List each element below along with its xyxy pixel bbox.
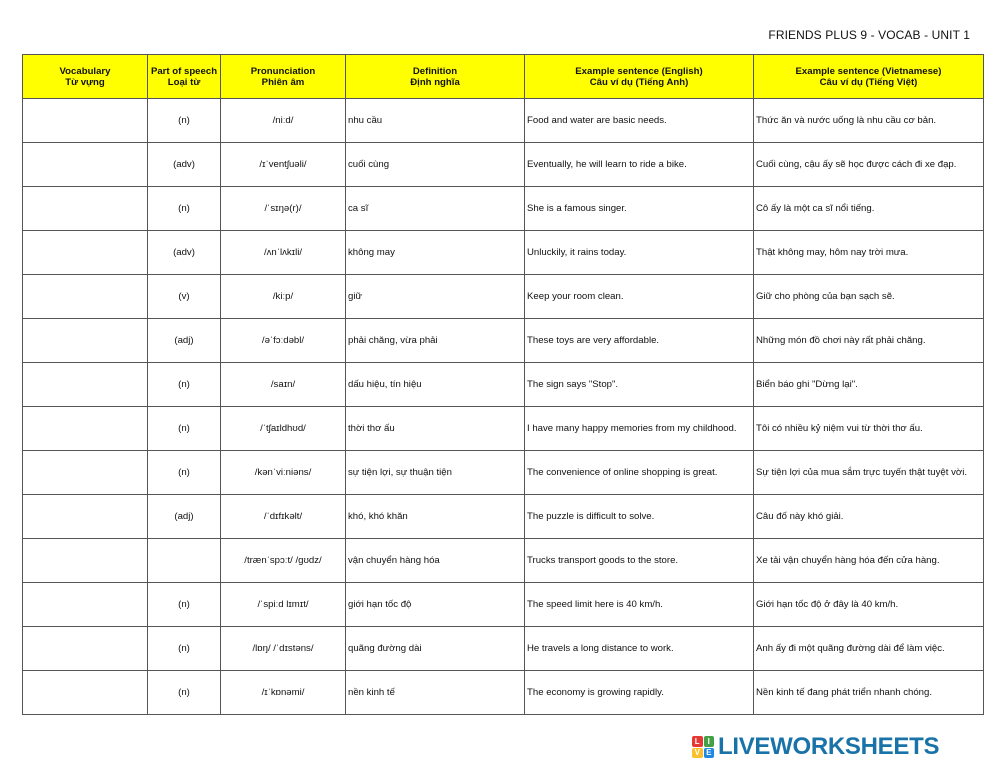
liveworksheets-mark-icon — [692, 736, 714, 758]
table-row — [23, 671, 984, 715]
table-row — [23, 495, 984, 539]
definition-cell: cuối cùng — [346, 143, 525, 187]
example-vietnamese-cell: Những món đồ chơi này rất phải chăng. — [754, 319, 984, 363]
part-of-speech-cell: (n) — [148, 187, 221, 231]
vocabulary-cell[interactable] — [23, 363, 148, 407]
pronunciation-cell: /ɪˈventʃuəli/ — [221, 143, 346, 187]
definition-cell: thời thơ ấu — [346, 407, 525, 451]
example-english-cell: Keep your room clean. — [525, 275, 754, 319]
logo-letter: E — [704, 748, 715, 759]
part-of-speech-cell: (adv) — [148, 231, 221, 275]
definition-cell: khó, khó khăn — [346, 495, 525, 539]
example-vietnamese-cell: Thật không may, hôm nay trời mưa. — [754, 231, 984, 275]
logo-letter: V — [692, 748, 703, 759]
vocab-table — [22, 54, 984, 715]
part-of-speech-cell: (adj) — [148, 319, 221, 363]
example-english-cell: The speed limit here is 40 km/h. — [525, 583, 754, 627]
vocabulary-cell[interactable] — [23, 187, 148, 231]
vocabulary-cell[interactable] — [23, 143, 148, 187]
vocabulary-cell[interactable] — [23, 319, 148, 363]
definition-cell: quãng đường dài — [346, 627, 525, 671]
brand-name: LIVEWORKSHEETS — [718, 733, 940, 760]
pronunciation-cell: /trænˈspɔːt/ /gʊdz/ — [221, 539, 346, 583]
part-of-speech-cell: (n) — [148, 671, 221, 715]
example-english-cell: The puzzle is difficult to solve. — [525, 495, 754, 539]
column-header-definition: Definition Định nghĩa — [346, 55, 525, 99]
example-english-cell: The economy is growing rapidly. — [525, 671, 754, 715]
table-row — [23, 627, 984, 671]
table-row — [23, 275, 984, 319]
definition-cell: nền kinh tế — [346, 671, 525, 715]
part-of-speech-cell: (n) — [148, 627, 221, 671]
logo-letter: I — [704, 736, 715, 747]
liveworksheets-logo[interactable] — [692, 733, 939, 761]
definition-cell: phải chăng, vừa phải — [346, 319, 525, 363]
definition-cell: sự tiện lợi, sự thuận tiện — [346, 451, 525, 495]
pronunciation-cell: /niːd/ — [221, 99, 346, 143]
pronunciation-cell: /ˈsɪŋə(r)/ — [221, 187, 346, 231]
example-vietnamese-cell: Nền kinh tế đang phát triển nhanh chóng. — [754, 671, 984, 715]
vocabulary-cell[interactable] — [23, 583, 148, 627]
definition-cell: ca sĩ — [346, 187, 525, 231]
example-vietnamese-cell: Cuối cùng, cậu ấy sẽ học được cách đi xe đạp. — [754, 143, 984, 187]
column-header-example-english: Example sentence (English) Câu ví dụ (Tiếng Anh) — [525, 55, 754, 99]
example-vietnamese-cell: Sự tiện lợi của mua sắm trực tuyến thật tuyệt vời. — [754, 451, 984, 495]
example-vietnamese-cell: Câu đố này khó giải. — [754, 495, 984, 539]
vocabulary-cell[interactable] — [23, 671, 148, 715]
table-row — [23, 583, 984, 627]
document-title: FRIENDS PLUS 9 - VOCAB - UNIT 1 — [768, 28, 970, 42]
logo-letter: L — [692, 736, 703, 747]
example-english-cell: I have many happy memories from my childhood. — [525, 407, 754, 451]
table-row — [23, 451, 984, 495]
pronunciation-cell: /ˈtʃaɪldhʊd/ — [221, 407, 346, 451]
vocabulary-cell[interactable] — [23, 627, 148, 671]
pronunciation-cell: /ʌnˈlʌkɪli/ — [221, 231, 346, 275]
part-of-speech-cell — [148, 539, 221, 583]
pronunciation-cell: /kiːp/ — [221, 275, 346, 319]
table-row — [23, 99, 984, 143]
part-of-speech-cell: (adj) — [148, 495, 221, 539]
part-of-speech-cell: (adv) — [148, 143, 221, 187]
table-row — [23, 319, 984, 363]
example-vietnamese-cell: Xe tải vận chuyển hàng hóa đến cửa hàng. — [754, 539, 984, 583]
table-header-row — [23, 55, 984, 99]
example-english-cell: The convenience of online shopping is great. — [525, 451, 754, 495]
pronunciation-cell: /ˈspiːd lɪmɪt/ — [221, 583, 346, 627]
table-row — [23, 539, 984, 583]
definition-cell: dấu hiệu, tín hiệu — [346, 363, 525, 407]
example-english-cell: She is a famous singer. — [525, 187, 754, 231]
example-vietnamese-cell: Thức ăn và nước uống là nhu cầu cơ bản. — [754, 99, 984, 143]
definition-cell: không may — [346, 231, 525, 275]
example-english-cell: Unluckily, it rains today. — [525, 231, 754, 275]
example-english-cell: The sign says "Stop". — [525, 363, 754, 407]
pronunciation-cell: /əˈfɔːdəbl/ — [221, 319, 346, 363]
definition-cell: vận chuyển hàng hóa — [346, 539, 525, 583]
table-row — [23, 363, 984, 407]
pronunciation-cell: /saɪn/ — [221, 363, 346, 407]
definition-cell: giữ — [346, 275, 525, 319]
example-vietnamese-cell: Giới hạn tốc độ ở đây là 40 km/h. — [754, 583, 984, 627]
definition-cell: nhu cầu — [346, 99, 525, 143]
part-of-speech-cell: (v) — [148, 275, 221, 319]
vocabulary-cell[interactable] — [23, 495, 148, 539]
vocabulary-cell[interactable] — [23, 99, 148, 143]
vocabulary-cell[interactable] — [23, 539, 148, 583]
table-row — [23, 187, 984, 231]
column-header-pronunciation: Pronunciation Phiên âm — [221, 55, 346, 99]
table-row — [23, 231, 984, 275]
pronunciation-cell: /lɒŋ/ /ˈdɪstəns/ — [221, 627, 346, 671]
vocabulary-cell[interactable] — [23, 275, 148, 319]
definition-cell: giới hạn tốc độ — [346, 583, 525, 627]
part-of-speech-cell: (n) — [148, 363, 221, 407]
vocabulary-cell[interactable] — [23, 407, 148, 451]
table-row — [23, 407, 984, 451]
column-header-example-vietnamese: Example sentence (Vietnamese) Câu ví dụ (Tiếng Việt) — [754, 55, 984, 99]
example-vietnamese-cell: Cô ấy là một ca sĩ nổi tiếng. — [754, 187, 984, 231]
pronunciation-cell: /ˈdɪfɪkəlt/ — [221, 495, 346, 539]
example-english-cell: These toys are very affordable. — [525, 319, 754, 363]
vocabulary-cell[interactable] — [23, 231, 148, 275]
column-header-part-of-speech: Part of speech Loại từ — [148, 55, 221, 99]
example-english-cell: Food and water are basic needs. — [525, 99, 754, 143]
part-of-speech-cell: (n) — [148, 451, 221, 495]
column-header-vocabulary: Vocabulary Từ vựng — [23, 55, 148, 99]
example-english-cell: Trucks transport goods to the store. — [525, 539, 754, 583]
table-row — [23, 143, 984, 187]
example-english-cell: He travels a long distance to work. — [525, 627, 754, 671]
example-vietnamese-cell: Giữ cho phòng của bạn sạch sẽ. — [754, 275, 984, 319]
example-vietnamese-cell: Tôi có nhiều kỷ niệm vui từ thời thơ ấu. — [754, 407, 984, 451]
pronunciation-cell: /kənˈviːniəns/ — [221, 451, 346, 495]
part-of-speech-cell: (n) — [148, 583, 221, 627]
part-of-speech-cell: (n) — [148, 407, 221, 451]
part-of-speech-cell: (n) — [148, 99, 221, 143]
vocabulary-cell[interactable] — [23, 451, 148, 495]
example-english-cell: Eventually, he will learn to ride a bike. — [525, 143, 754, 187]
pronunciation-cell: /ɪˈkɒnəmi/ — [221, 671, 346, 715]
example-vietnamese-cell: Anh ấy đi một quãng đường dài để làm việc. — [754, 627, 984, 671]
example-vietnamese-cell: Biển báo ghi "Dừng lại". — [754, 363, 984, 407]
